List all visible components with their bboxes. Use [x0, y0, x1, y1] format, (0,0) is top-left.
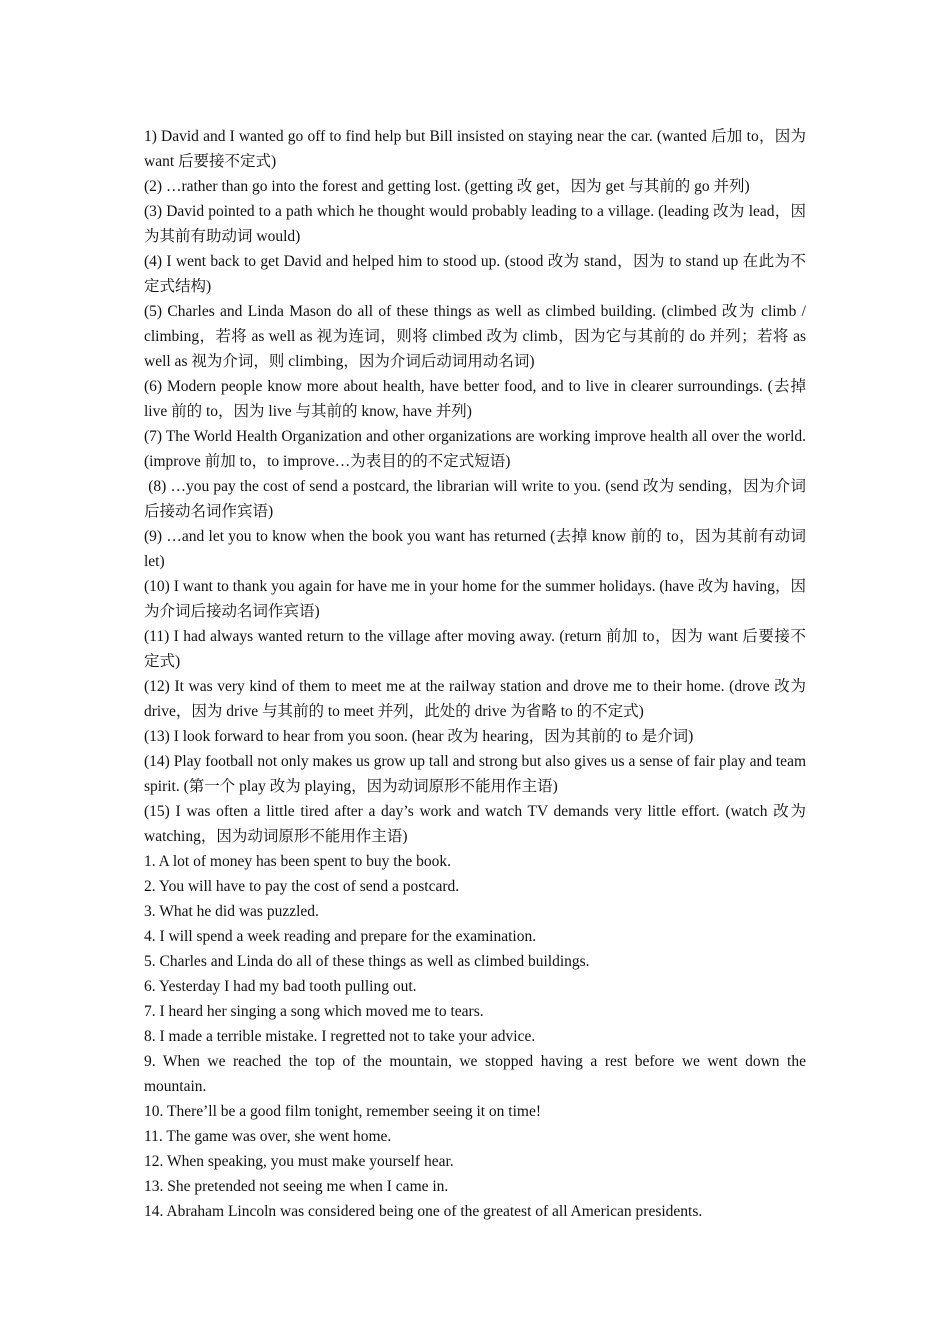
correction-item-13: (13) I look forward to hear from you soon. (hear 改为 hearing，因为其前的 to 是介词)	[144, 728, 694, 745]
exercise-item-10: 10. There’ll be a good film tonight, remember seeing it on time!	[144, 1103, 542, 1120]
document-page	[144, 124, 806, 1224]
correction-item-9: (9) …and let you to know when the book you want has returned (去掉 know 前的 to，因为其前有动词 let)	[144, 528, 806, 570]
exercise-item-3: 3. What he did was puzzled.	[144, 903, 319, 920]
correction-item-15: (15) I was often a little tired after a day’s work and watch TV demands very little effort. (watch 改为 watching，因为动词原形不能用作主语)	[144, 803, 806, 845]
exercise-item-7: 7. I heard her singing a song which moved me to tears.	[144, 1003, 484, 1020]
correction-item-1: 1) David and I wanted go off to find help but Bill insisted on staying near the car. (wanted 后加 to，因为 want 后要接不定式)	[144, 128, 806, 170]
correction-item-3: (3) David pointed to a path which he thought would probably leading to a village. (leading 改为 lead，因为其前有助动词 would)	[144, 203, 806, 245]
correction-item-12: (12) It was very kind of them to meet me at the railway station and drove me to their home. (drove 改为 drive，因为 drive 与其前的 to meet 并列，此处的 drive 为省略 to 的不定式)	[144, 678, 806, 720]
exercise-item-11: 11. The game was over, she went home.	[144, 1128, 392, 1145]
correction-item-10: (10) I want to thank you again for have me in your home for the summer holidays. (have 改为 having，因为介词后接动名词作宾语)	[144, 578, 806, 620]
exercise-item-4: 4. I will spend a week reading and prepare for the examination.	[144, 928, 537, 945]
correction-item-2: (2) …rather than go into the forest and getting lost. (getting 改 get，因为 get 与其前的 go 并列)	[144, 178, 750, 195]
exercise-item-1: 1. A lot of money has been spent to buy the book.	[144, 853, 451, 870]
correction-item-8: (8) …you pay the cost of send a postcard, the librarian will write to you. (send 改为 sending，因为介词后接动名词作宾语)	[144, 478, 806, 520]
correction-item-6: (6) Modern people know more about health, have better food, and to live in clearer surroundings. (去掉 live 前的 to，因为 live 与其前的 know, have 并列)	[144, 378, 806, 420]
exercise-item-12: 12. When speaking, you must make yourself hear.	[144, 1153, 454, 1170]
exercise-item-5: 5. Charles and Linda do all of these things as well as climbed buildings.	[144, 953, 590, 970]
exercise-item-14: 14. Abraham Lincoln was considered being one of the greatest of all American presidents.	[144, 1203, 703, 1220]
correction-item-4: (4) I went back to get David and helped him to stood up. (stood 改为 stand，因为 to stand up 在此为不定式结构)	[144, 253, 806, 295]
exercise-item-8: 8. I made a terrible mistake. I regretted not to take your advice.	[144, 1028, 536, 1045]
correction-item-5: (5) Charles and Linda Mason do all of these things as well as climbed building. (climbed 改为 climb / climbing，若将 as well as 视为连词，则将 climbed 改为 climb，因为它与其前的 do 并列；若将 as well as 视为介词，则 climbing，因为介词后动词用动名词)	[144, 303, 806, 370]
exercise-item-2: 2. You will have to pay the cost of send a postcard.	[144, 878, 460, 895]
exercise-item-9: 9. When we reached the top of the mountain, we stopped having a rest before we went down the mountain.	[144, 1053, 806, 1095]
correction-item-7: (7) The World Health Organization and other organizations are working improve health all over the world. (improve 前加 to，to improve…为表目的的不定式短语)	[144, 428, 806, 470]
exercises-section	[144, 849, 806, 1224]
exercise-item-13: 13. She pretended not seeing me when I came in.	[144, 1178, 449, 1195]
correction-item-11: (11) I had always wanted return to the village after moving away. (return 前加 to，因为 want 后要接不定式)	[144, 628, 806, 670]
exercise-item-6: 6. Yesterday I had my bad tooth pulling out.	[144, 978, 417, 995]
correction-item-14: (14) Play football not only makes us grow up tall and strong but also gives us a sense of fair play and team spirit. (第一个 play 改为 playing，因为动词原形不能用作主语)	[144, 753, 806, 795]
corrections-section	[144, 124, 806, 849]
